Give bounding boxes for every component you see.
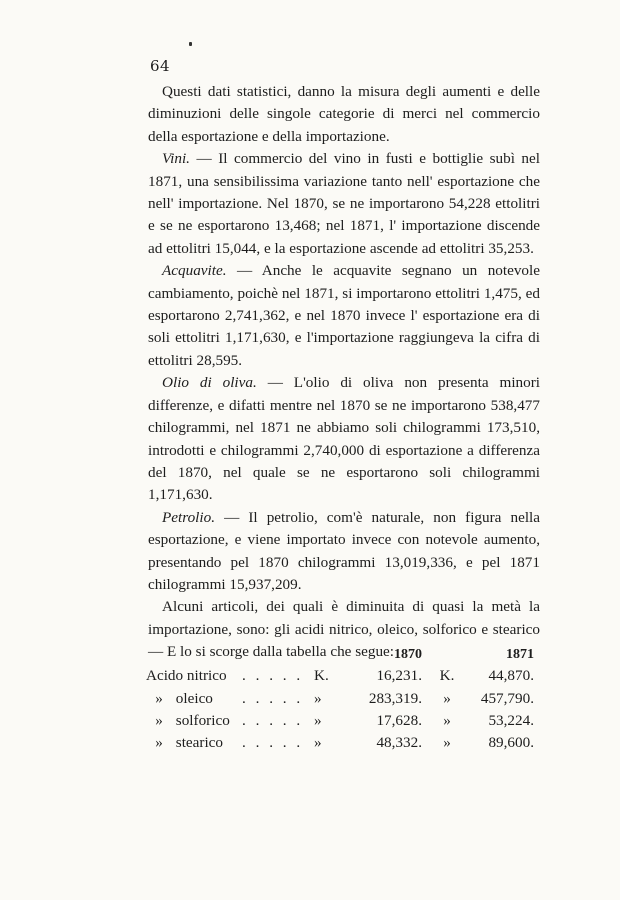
header-1871: 1871 <box>506 647 534 662</box>
section-olio <box>148 372 540 506</box>
unit-1870: » <box>314 734 322 752</box>
acids-table <box>146 645 534 755</box>
row-name: stearico <box>175 734 224 752</box>
page-number: 64 <box>150 57 171 75</box>
unit-1871: » <box>443 689 451 707</box>
closing-paragraph: Alcuni articoli, dei quali è diminuita di quasi la metà la importazione, sono: gli acidi nitrico, oleico, solforico e stearico — E lo si scorge dalla tabella che segue: <box>148 598 540 661</box>
row-name: oleico <box>175 689 213 707</box>
unit-1870: » <box>314 711 322 729</box>
value-1870: 283,319. <box>368 689 422 707</box>
table-row <box>146 710 534 732</box>
section-petrolio <box>148 507 540 597</box>
section-text: — L'olio di oliva non presenta minori differenze, e difatti mentre nel 1870 se ne importarono 538,477 chilogrammi, nel 1871 ne abbiamo soli chilogrammi 173,510, introdotti e chilogrammi 2,740,000 di esportazione a differenza del 1870, nel quale se ne esportarono soli chilogrammi 1,171,630. <box>148 374 541 504</box>
table-row <box>146 687 534 709</box>
intro-paragraph: Questi dati statistici, danno la misura degli aumenti e delle diminuzioni delle singole categorie di merci nel commercio della esportazione e della importazione. <box>148 83 540 145</box>
table-header-row <box>146 645 534 665</box>
leader-dots: . . . . . <box>242 734 304 752</box>
section-text: — Anche le acquavite segnano un notevole cambiamento, poichè nel 1871, si importarono ettolitri 1,475, ed esportarono 2,741,362, e nel 1870 invece l' esportazione era di soli ettolitri 1,171,630, e l'importazione raggiungeva la cifra di ettolitri 28,595. <box>148 262 540 369</box>
value-1870: 48,332. <box>376 734 422 752</box>
row-name: solforico <box>175 711 230 729</box>
row-prefix: Acido <box>146 667 184 685</box>
leader-dots: . . . . . <box>242 689 304 707</box>
unit-1871: » <box>443 734 451 752</box>
row-prefix: » <box>155 689 163 707</box>
row-prefix: » <box>155 711 163 729</box>
section-vini <box>148 148 540 260</box>
section-lead: Vini. <box>162 150 190 168</box>
section-acquavite <box>148 260 540 372</box>
ink-speck <box>189 42 192 46</box>
value-1871: 44,870. <box>488 667 534 685</box>
section-text: — Il commercio del vino in fusti e bottiglie subì nel 1871, una sensibilissima variazione tanto nell' esportazione che nell' importazione. Nel 1870, se ne importarono 54,228 ettolitri e se ne esportarono 13,468; nel 1871, l' importazione discende ad ettolitri 15,044, e la esportazione ascende ad ettolitri 35,253. <box>148 150 540 257</box>
row-name: nitrico <box>186 667 227 685</box>
value-1870: 17,628. <box>376 711 422 729</box>
leader-dots: . . . . . <box>242 711 304 729</box>
unit-1870: K. <box>314 667 329 685</box>
value-1870: 16,231. <box>376 667 422 685</box>
row-prefix: » <box>155 734 163 752</box>
body-text <box>148 81 540 664</box>
unit-1870: » <box>314 689 322 707</box>
value-1871: 53,224. <box>488 711 534 729</box>
section-lead: Olio di oliva. <box>162 374 257 392</box>
unit-1871: K. <box>439 667 455 685</box>
table-row <box>146 665 534 687</box>
section-text: — Il petrolio, com'è naturale, non figura nella esportazione, e viene importato invece con notevole aumento, presentando pel 1870 chilogrammi 13,019,336, e pel 1871 chilogrammi 15,937,209. <box>148 508 540 593</box>
table-row <box>146 732 534 754</box>
value-1871: 457,790. <box>480 689 534 707</box>
header-1870: 1870 <box>394 647 422 662</box>
unit-1871: » <box>443 711 451 729</box>
leader-dots: . . . . . <box>242 667 304 685</box>
value-1871: 89,600. <box>488 734 534 752</box>
section-lead: Acquavite. <box>162 262 227 280</box>
section-lead: Petrolio. <box>162 508 216 526</box>
